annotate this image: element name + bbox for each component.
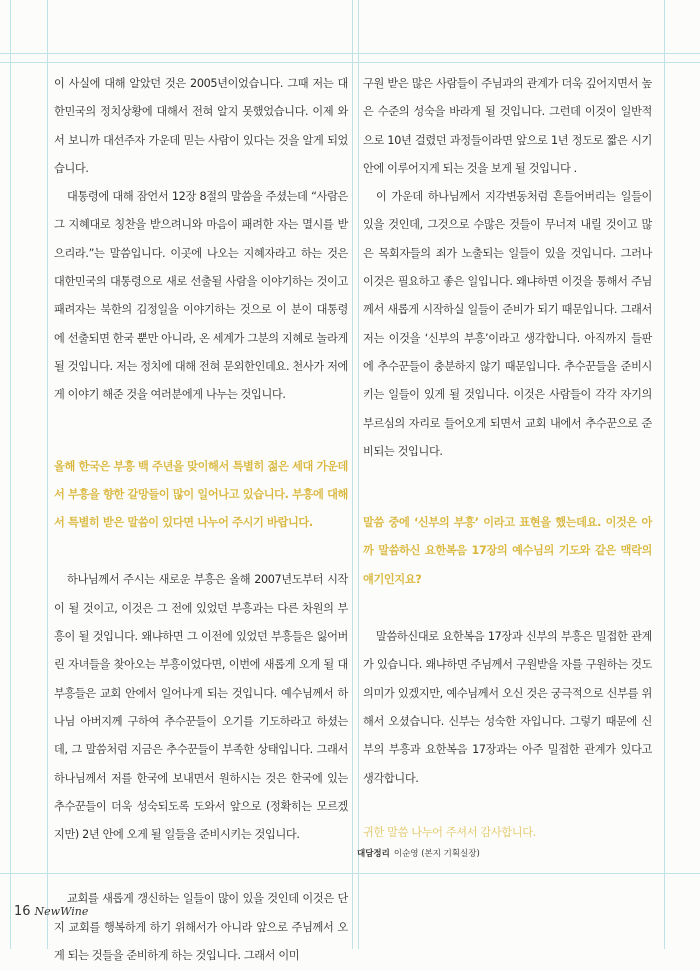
body-paragraph: 이 가운데 하나님께서 지각변동처럼 흔들어버리는 일들이 있을 것인데, 그것으로 수많은 것들이 무너져 내릴 것이고 많은 목회자들의 죄가 노출되는 일들이 있을 것입니다. 그러나 이것은 필요하고 좋은 일입니다. 왜냐하면 이것을 통해서 주님께서 새롭게 시작하실 일들이 준비가 되기 때문입니다. 그래서 저는 이것을 ‘신부의 부흥’이라고 생각합니다. 아직까지 들판에 추수꾼들이 충분하지 않기 때문입니다. 추수꾼들을 준비시키는 일들이 있게 될 것입니다. 이것은 사람들이 각각 자기의 부르심의 자리로 들어오게 되면서 교회 내에서 추수꾼으로 준비되는 것입니다. xyxy=(363,190,653,458)
interview-credit xyxy=(357,847,480,859)
guide-line xyxy=(10,0,11,949)
credit-label: 대담정리 xyxy=(357,849,390,859)
body-paragraph: 교회를 새롭게 갱신하는 일들이 많이 있을 것인데 이것은 단지 교회를 행복하게 하기 위해서가 아니라 앞으로 주님께서 오게 되는 것들을 준비하게 하는 것입니다. 그래서 이미 xyxy=(54,892,348,963)
body-paragraph: 하나님께서 주시는 새로운 부흥은 올해 2007년도부터 시작이 될 것이고, 이것은 그 전에 있었던 부흥과는 다른 차원의 부흥이 될 것입니다. 왜냐하면 그 이전에 있었던 부흥들은 잃어버린 자녀들을 찾아오는 부흥이었다면, 이번에 새롭게 오게 될 대 부흥들은 교회 안에서 일어나게 되는 것입니다. 예수님께서 하나님 아버지께 구하여 추수꾼들이 오기를 기도하라고 하셨는데, 그 말씀처럼 지금은 추수꾼들이 부족한 상태입니다. 그래서 하나님께서 저를 한국에 보내면서 원하시는 것은 한국에 있는 추수꾼들이 더욱 성숙되도록 도와서 앞으로 (정확히는 모르겠지만) 2년 안에 오게 될 일들을 준비시키는 것입니다. xyxy=(54,573,348,842)
body-paragraph: 구원 받은 많은 사람들이 주님과의 관계가 더욱 깊어지면서 높은 수준의 성숙을 바라게 될 것입니다. 그런데 이것이 일반적으로 10년 걸렸던 과정들이라면 앞으로 1년 정도로 짧은 시기 안에 이루어지게 되는 것을 보게 될 것입니다 . xyxy=(363,77,653,175)
credit-name: 이순영 (본지 기획실장) xyxy=(393,849,480,859)
guide-line xyxy=(352,0,353,949)
guide-line xyxy=(664,0,665,949)
interview-question: 올해 한국은 부흥 백 주년을 맞이해서 특별히 젊은 세대 가운데서 부흥을 향한 갈망들이 많이 일어나고 있습니다. 부흥에 대해서 특별히 받은 말씀이 있다면 나누어 주시기 바랍니다. xyxy=(54,459,348,530)
body-paragraph: 대통령에 대해 잠언서 12장 8절의 말씀을 주셨는데 “사람은 그 지혜대로 칭찬을 받으려니와 마음이 패려한 자는 멸시를 받으리라.”는 말씀입니다. 이곳에 나오는 지혜자라고 하는 것은 대한민국의 대통령으로 새로 선출될 사람을 이야기하는 것이고 패려자는 북한의 김정일을 이야기하는 것으로 이 분이 대통령에 선출되면 한국 뿐만 아니라, 온 세계가 그분의 지혜로 놀라게 될 것입니다. 저는 정치에 대해 전혀 문외한인데요. 천사가 저에게 이야기 해준 것을 여러분에게 나누는 것입니다. xyxy=(54,190,348,402)
guide-line xyxy=(358,0,359,949)
right-column xyxy=(363,70,652,847)
page-footer xyxy=(14,904,88,919)
interview-question: 말씀 중에 ‘신부의 부흥’ 이라고 표현을 했는데요. 이것은 아까 말씀하신 요한복음 17장의 예수님의 기도와 같은 맥락의 얘기인지요? xyxy=(363,516,652,586)
magazine-name: NewWine xyxy=(34,905,89,918)
guide-line xyxy=(0,62,700,63)
guide-line xyxy=(0,53,700,54)
page-number: 16 xyxy=(14,904,31,919)
left-column xyxy=(54,70,348,970)
body-paragraph: 이 사실에 대해 알았던 것은 2005년이었습니다. 그때 저는 대한민국의 정치상황에 대해서 전혀 알지 못했었습니다. 이제 와서 보니까 대선주자 가운데 믿는 사람이 있다는 것을 알게 되었습니다. xyxy=(54,77,348,175)
closing-remark: 귀한 말씀 나누어 주셔서 감사합니다. xyxy=(363,825,536,839)
guide-line xyxy=(47,0,48,949)
body-paragraph: 말씀하신대로 요한복음 17장과 신부의 부흥은 밀접한 관계가 있습니다. 왜냐하면 주님께서 구원받을 자를 구원하는 것도 의미가 있겠지만, 예수님께서 오신 것은 궁극적으로 신부를 위해서 오셨습니다. 신부는 성숙한 자입니다. 그렇기 때문에 신부의 부흥과 요한복음 17장과는 아주 밀접한 관계가 있다고 생각합니다. xyxy=(363,630,652,785)
